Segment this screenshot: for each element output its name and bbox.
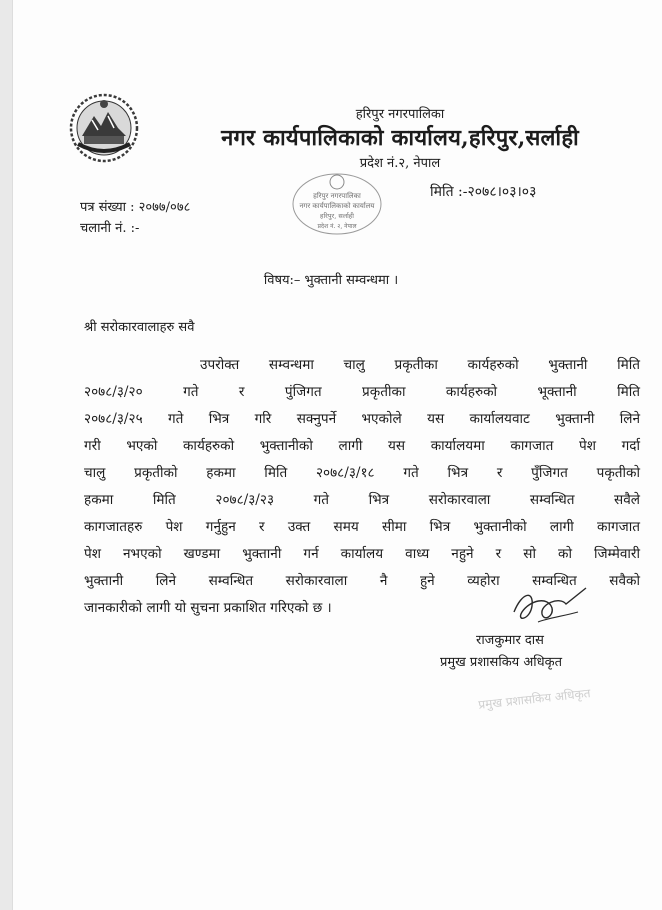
body-line: गरी भएको कार्यहरुको भुक्तानीको लागी यस कार्यालयमा कागजात पेश गर्दा — [84, 438, 640, 454]
body-line: चालु प्रकृतीको हकमा मिति २०७८/३/१८ गते भित्र र पुँजिगत पकृतीको — [84, 465, 640, 481]
seal-line-4: प्रदेश नं. २, नेपाल — [317, 223, 357, 230]
body-line: उपरोक्त सम्वन्धमा चालु प्रकृतीका कार्यहरुको भुक्तानी मिति — [200, 357, 640, 373]
faint-stamp: प्रमुख प्रशासकिय अधिकृत — [477, 686, 592, 712]
signature-icon — [508, 582, 592, 636]
dispatch-number: चलानी नं. :- — [80, 221, 140, 236]
body-line: २०७८/३/२५ गते भित्र गरि सक्नुपर्ने भएकोले यस कार्यालयवाट भुक्तानी लिने — [84, 411, 640, 427]
body-line: भुक्तानी लिने सम्वन्धित सरोकारवाला नै हुने व्यहोरा सम्वन्धित सवैको — [84, 573, 640, 589]
seal-line-1: हरिपुर नगरपालिका — [313, 192, 361, 200]
office-seal-icon — [283, 168, 391, 246]
letter-date: मिति :-२०७८।०३।०३ — [430, 184, 537, 200]
page-edge — [0, 0, 13, 910]
body-line: कागजातहरु पेश गर्नुहुन र उक्त समय सीमा भित्र भुक्तानीको लागी कागजात — [84, 519, 640, 535]
body-line: पेश नभएको खण्डमा भुक्तानी गर्न कार्यालय वाध्य नहुने र सो को जिम्मेवारी — [84, 546, 640, 562]
subject-line: विषय:– भुक्तानी सम्वन्धमा । — [263, 273, 399, 288]
province-line: प्रदेश नं.२, नेपाल — [359, 156, 441, 171]
seal-line-2: नगर कार्यपालिकाको कार्यालय — [299, 202, 375, 210]
body-line: जानकारीको लागी यो सुचना प्रकाशित गरिएको छ । — [84, 600, 332, 616]
nepal-emblem-icon — [68, 92, 140, 164]
letter-number: पत्र संख्या : २०७७/०७८ — [80, 200, 191, 215]
body-line: २०७८/३/२० गते र पुंजिगत प्रकृतीका कार्यहरुको भूक्तानी मिति — [84, 384, 640, 400]
seal-line-3: हरिपुर, सर्लाही — [320, 212, 354, 220]
office-title: नगर कार्यपालिकाको कार्यालय,हरिपुर,सर्लाही — [221, 125, 579, 151]
signatory-title: प्रमुख प्रशासकिय अधिकृत — [440, 655, 563, 670]
body-line: हकमा मिति २०७८/३/२३ गते भित्र सरोकारवाला सम्वन्धित सवैले — [84, 492, 640, 508]
salutation: श्री सरोकारवालाहरु सवै — [84, 320, 195, 335]
municipality-name: हरिपुर नगरपालिका — [355, 107, 445, 122]
signatory-name: राजकुमार दास — [476, 633, 544, 648]
